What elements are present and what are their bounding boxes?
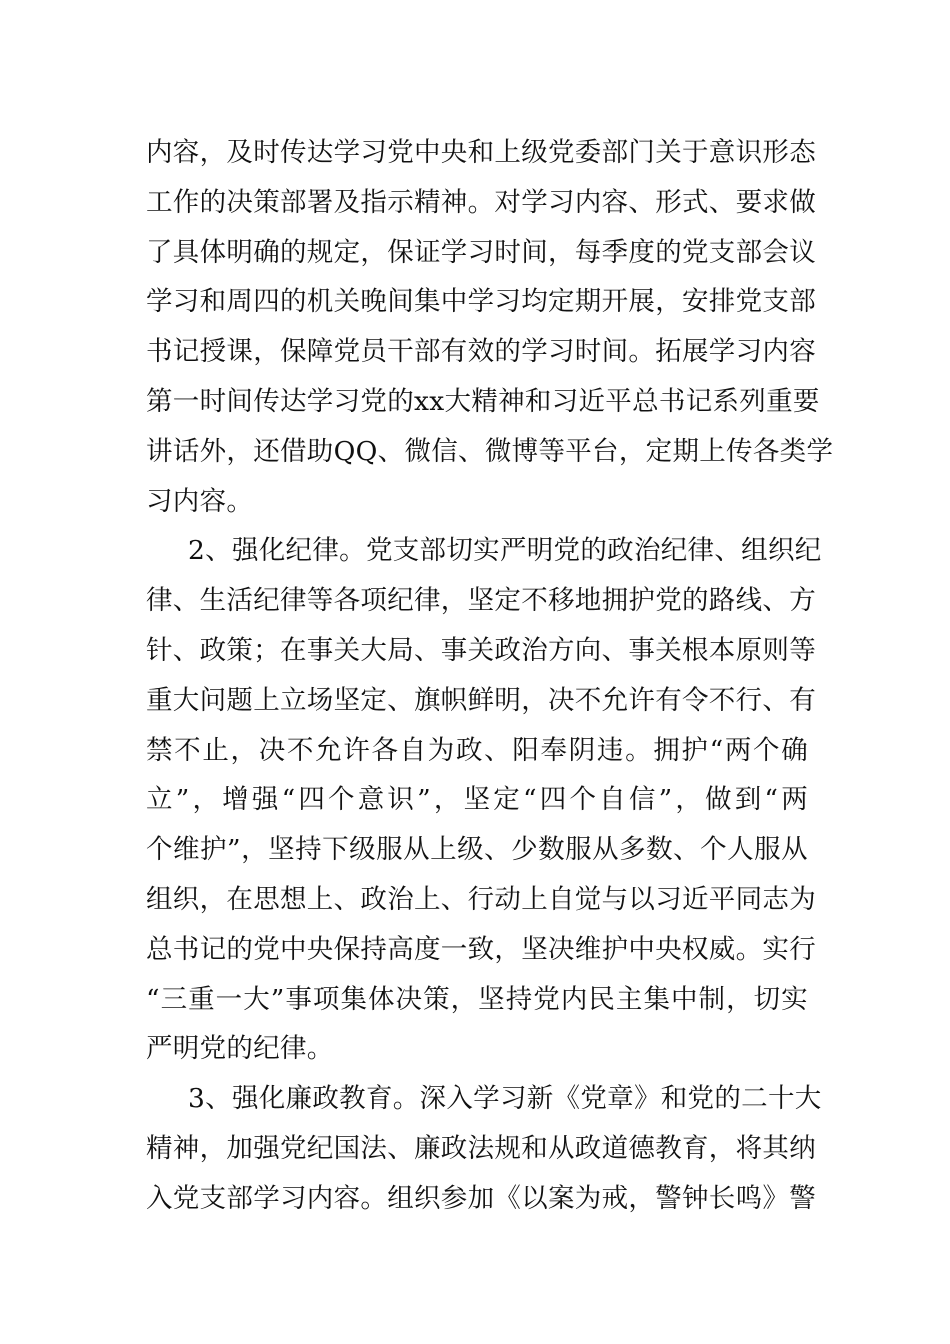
- text-line: 习内容。: [146, 485, 254, 517]
- text-line: 立”，增强“四个意识”，坚定“四个自信”，做到“两: [146, 784, 808, 816]
- text-line: 重大问题上立场坚定、旗帜鲜明，决不允许有令不行、有: [146, 684, 816, 716]
- paragraph-2: [146, 526, 822, 1074]
- text-line: 内容，及时传达学习党中央和上级党委部门关于意识形态: [146, 137, 816, 168]
- text-line: 个维护”，坚持下级服从上级、少数服从多数、个人服从: [146, 834, 808, 866]
- text-line: 总书记的党中央保持高度一致，坚决维护中央权威。实行: [146, 933, 816, 965]
- text-line: 禁不止，决不允许各自为政、阳奉阴违。拥护“两个确: [146, 734, 808, 766]
- text-line: 针、政策；在事关大局、事关政治方向、事关根本原则等: [146, 634, 816, 666]
- text-line: 学习和周四的机关晚间集中学习均定期开展，安排党支部: [146, 286, 816, 318]
- text-line: 3、强化廉政教育。深入学习新《党章》和党的二十大: [188, 1083, 822, 1115]
- text-line: 了具体明确的规定，保证学习时间，每季度的党支部会议: [146, 236, 816, 268]
- text-line: 精神，加强党纪国法、廉政法规和从政道德教育，将其纳: [146, 1132, 816, 1164]
- text-line: 书记授课，保障党员干部有效的学习时间。拓展学习内容: [146, 336, 816, 368]
- text-line: 工作的决策部署及指示精神。对学习内容、形式、要求做: [146, 186, 816, 218]
- text-line: 讲话外，还借助QQ、微信、微博等平台，定期上传各类学: [146, 435, 834, 467]
- text-line: 2、强化纪律。党支部切实严明党的政治纪律、组织纪: [188, 535, 822, 567]
- paragraph-1: [146, 128, 834, 526]
- text-line: 入党支部学习内容。组织参加《以案为戒，警钟长鸣》警: [146, 1182, 816, 1214]
- text-line: 严明党的纪律。: [146, 1033, 334, 1065]
- text-line: 律、生活纪律等各项纪律，坚定不移地拥护党的路线、方: [146, 585, 816, 617]
- document-body: [146, 128, 834, 1224]
- text-line: “三重一大”事项集体决策，坚持党内民主集中制，切实: [146, 983, 808, 1015]
- paragraph-3: [146, 1074, 822, 1223]
- text-line: 第一时间传达学习党的xx大精神和习近平总书记系列重要: [146, 385, 820, 417]
- text-line: 组织，在思想上、政治上、行动上自觉与以习近平同志为: [146, 883, 816, 915]
